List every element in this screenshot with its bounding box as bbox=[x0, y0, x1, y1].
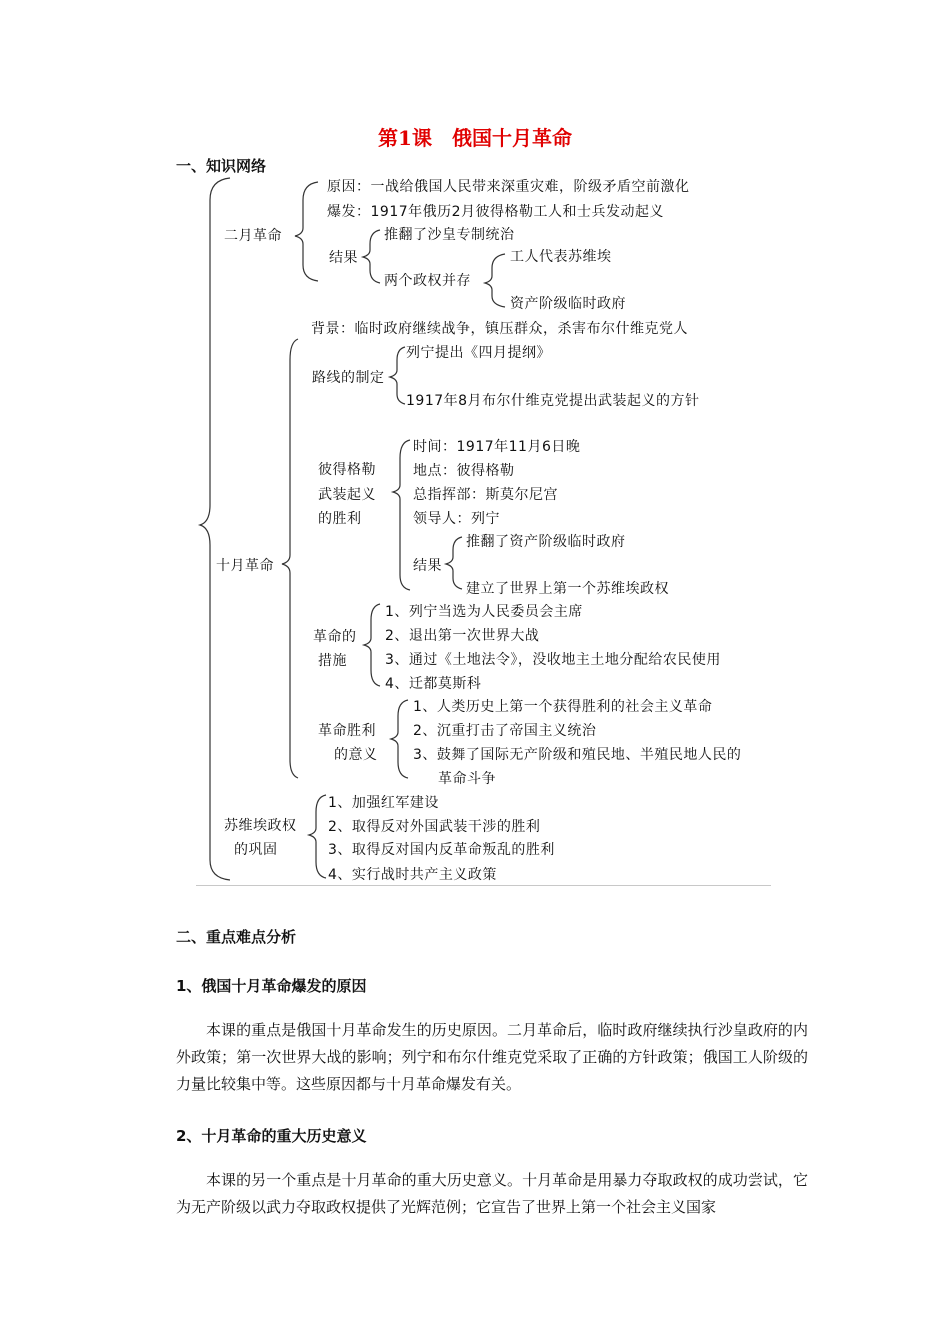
uprising-result-1: 推翻了资产阶级临时政府 bbox=[466, 534, 626, 550]
feb-result-bracket bbox=[363, 230, 380, 283]
subsection-heading-causes: 1、俄国十月革命爆发的原因 bbox=[176, 977, 367, 995]
measures-label-line-1: 革命的 bbox=[313, 629, 357, 645]
feb-revolution-label: 二月革命 bbox=[224, 228, 282, 244]
soviet-bracket bbox=[309, 795, 326, 878]
significance-label-line-1: 革命胜利 bbox=[318, 723, 376, 739]
uprising-result-label: 结果 bbox=[413, 558, 442, 574]
oct-revolution-label: 十月革命 bbox=[216, 558, 274, 574]
power-provisional-government: 资产阶级临时政府 bbox=[510, 296, 626, 312]
significance-item-2: 2、沉重打击了帝国主义统治 bbox=[413, 723, 597, 739]
feb-outbreak: 爆发：1917年俄历2月彼得格勒工人和士兵发动起义 bbox=[327, 204, 665, 220]
significance-label-line-2: 的意义 bbox=[334, 747, 378, 763]
feb-result-1: 推翻了沙皇专制统治 bbox=[384, 227, 515, 243]
uprising-hq: 总指挥部：斯莫尔尼宫 bbox=[413, 487, 558, 503]
significance-bracket bbox=[391, 700, 408, 778]
feb-result-2: 两个政权并存 bbox=[384, 273, 471, 289]
uprising-result-2: 建立了世界上第一个苏维埃政权 bbox=[466, 581, 669, 597]
paragraph-significance: 本课的另一个重点是十月革命的重大历史意义。十月革命是用暴力夺取政权的成功尝试，它为无产阶级以武力夺取政权提供了光辉范例；它宣告了世界上第一个社会主义国家 bbox=[176, 1171, 808, 1216]
uprising-leader: 领导人：列宁 bbox=[413, 511, 500, 527]
measures-bracket bbox=[364, 604, 380, 686]
soviet-label-line-2: 的巩固 bbox=[234, 842, 278, 858]
oct-background: 背景：临时政府继续战争，镇压群众，杀害布尔什维克党人 bbox=[311, 321, 688, 337]
soviet-item-4: 4、实行战时共产主义政策 bbox=[328, 867, 497, 883]
section-heading-key-points: 二、重点难点分析 bbox=[176, 928, 297, 946]
section-heading-knowledge-network: 一、知识网络 bbox=[176, 157, 267, 175]
uprising-place: 地点：彼得格勒 bbox=[413, 463, 515, 479]
soviet-label-line-1: 苏维埃政权 bbox=[224, 818, 297, 834]
subsection-heading-significance: 2、十月革命的重大历史意义 bbox=[176, 1127, 367, 1145]
line-label: 路线的制定 bbox=[312, 370, 385, 386]
main-bracket bbox=[200, 178, 230, 880]
line-bracket bbox=[390, 347, 405, 404]
uprising-time: 时间：1917年11月6日晚 bbox=[413, 439, 581, 455]
measure-item-4: 4、迁都莫斯科 bbox=[385, 676, 482, 692]
significance-item-3-continued: 革命斗争 bbox=[438, 771, 496, 787]
uprising-label-line-3: 的胜利 bbox=[318, 511, 362, 527]
line-item-2: 1917年8月布尔什维克党提出武装起义的方针 bbox=[406, 393, 700, 409]
oct-bracket bbox=[282, 339, 298, 778]
uprising-result-bracket bbox=[446, 537, 462, 589]
soviet-item-1: 1、加强红军建设 bbox=[328, 795, 439, 811]
measure-item-1: 1、列宁当选为人民委员会主席 bbox=[385, 604, 583, 620]
feb-result-label: 结果 bbox=[329, 250, 358, 266]
uprising-bracket bbox=[393, 440, 410, 590]
uprising-label-line-1: 彼得格勒 bbox=[318, 462, 376, 478]
significance-item-3: 3、鼓舞了国际无产阶级和殖民地、半殖民地人民的 bbox=[413, 747, 742, 763]
measures-label-line-2: 措施 bbox=[318, 653, 347, 669]
uprising-label-line-2: 武装起义 bbox=[318, 487, 376, 503]
soviet-item-3: 3、取得反对国内反革命叛乱的胜利 bbox=[328, 842, 555, 858]
power-soviet: 工人代表苏维埃 bbox=[510, 249, 612, 265]
line-item-1: 列宁提出《四月提纲》 bbox=[406, 345, 551, 361]
paragraph-causes: 本课的重点是俄国十月革命发生的历史原因。二月革命后，临时政府继续执行沙皇政府的内外政策；第一次世界大战的影响；列宁和布尔什维克党采取了正确的方针政策；俄国工人阶级的力量比较集中等。这些原因都与十月革命爆发有关。 bbox=[176, 1021, 808, 1093]
page-title: 第1课 俄国十月革命 bbox=[378, 126, 572, 150]
feb-bracket bbox=[295, 182, 318, 281]
soviet-item-2: 2、取得反对外国武装干涉的胜利 bbox=[328, 819, 541, 835]
two-powers-bracket bbox=[485, 254, 505, 307]
measure-item-2: 2、退出第一次世界大战 bbox=[385, 628, 540, 644]
significance-item-1: 1、人类历史上第一个获得胜利的社会主义革命 bbox=[413, 699, 713, 715]
feb-cause: 原因：一战给俄国人民带来深重灾难，阶级矛盾空前激化 bbox=[327, 179, 690, 195]
measure-item-3: 3、通过《土地法令》，没收地主土地分配给农民使用 bbox=[385, 652, 721, 668]
divider bbox=[196, 885, 771, 886]
